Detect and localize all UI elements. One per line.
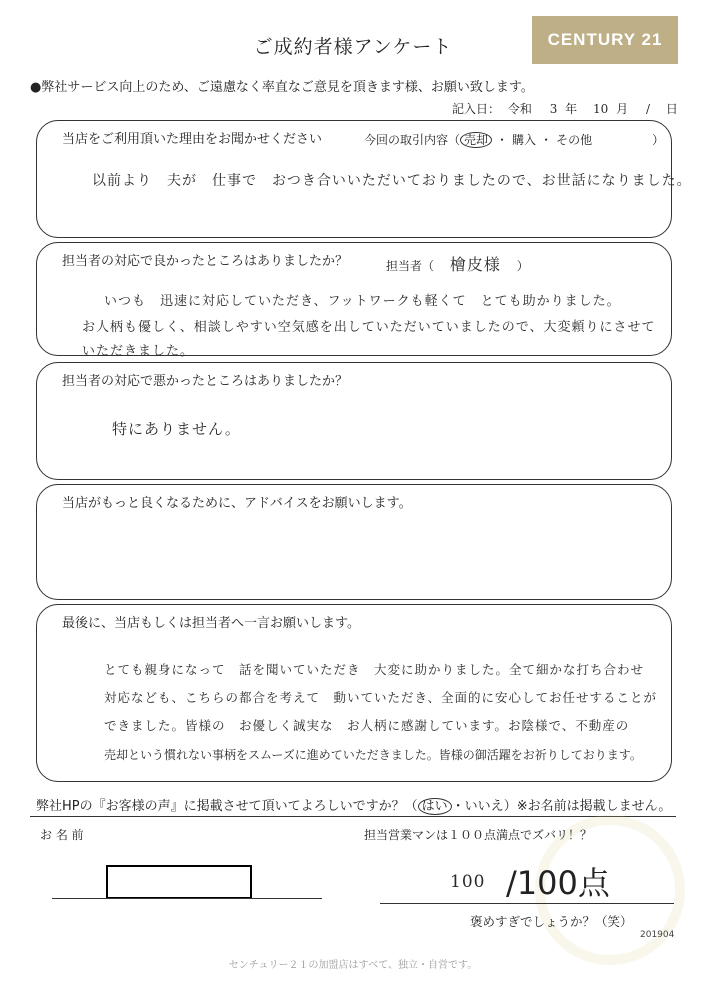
deal-selected-sale: 売却	[460, 132, 492, 148]
q2-answer-line: いつも 迅速に対応していただき、フットワークも軽くて とても助かりました。	[104, 294, 621, 309]
q5-answer-line: とても親身になって 話を聞いていただき 大変に助かりました。全て細かな打ち合わせ	[104, 662, 645, 677]
name-redacted	[106, 865, 252, 899]
publish-paren-open: （	[404, 799, 418, 814]
q1-answer: 以前より 夫が 仕事で おつき合いいただいておりましたので、お世話になりました。	[92, 173, 692, 189]
date-year-unit: 年	[565, 102, 578, 116]
q5-answer-line: 対応なども、こちらの都合を考えて 動いていただき、全面的に安心してお任せすることが	[104, 690, 658, 705]
score-question: 担当営業マンは１００点満点でズバリ！？	[364, 828, 593, 842]
deal-option-purchase: 購入	[512, 133, 537, 147]
score-comment: 褒めすぎでしょうか？（笑）	[470, 914, 633, 929]
q2-staff	[386, 252, 529, 275]
deal-close: ）	[652, 133, 665, 147]
publish-no: いいえ	[464, 799, 504, 814]
publish-note: ※お名前は掲載しません。	[516, 799, 672, 814]
name-underline	[52, 898, 322, 899]
date-label: 記入日：	[452, 102, 501, 116]
publish-sep: ・	[451, 799, 465, 814]
name-label: お 名 前	[40, 828, 84, 842]
page-title: ご成約者様アンケート	[253, 36, 453, 58]
q1-deal-type	[364, 131, 664, 148]
staff-label: 担当者（	[386, 259, 435, 273]
publish-question: 弊社HPの『お客様の声』に掲載させて頂いてよろしいですか？	[36, 799, 405, 814]
deal-label: 今回の取引内容（	[364, 133, 461, 147]
date-month: 10	[593, 102, 609, 116]
date-month-unit: 月	[616, 102, 629, 116]
q5-answer-line: できました。皆様の お優しく誠実な お人柄に感謝しています。お陰様で、不動産の	[104, 718, 630, 733]
score-printed: /100点	[506, 864, 610, 902]
score-written: 100	[450, 872, 486, 892]
q2-question: 担当者の対応で良かったところはありましたか？	[62, 254, 349, 269]
deal-sep1: ・	[496, 133, 509, 147]
q1-question: 当店をご利用頂いた理由をお聞かせください	[62, 132, 323, 147]
q3-answer: 特にありません。	[112, 420, 241, 438]
date-day-unit: 日	[665, 102, 678, 116]
publish-row	[36, 795, 671, 814]
q3-question: 担当者の対応で悪かったところはありましたか？	[62, 374, 349, 389]
q4-question: 当店がもっと良くなるために、アドバイスをお願いします。	[62, 496, 412, 511]
deal-option-other: その他	[556, 133, 593, 147]
date-row	[452, 100, 682, 117]
score-underline	[380, 903, 674, 904]
intro-text: ●弊社サービス向上のため、ご遠慮なく率直なご意見を頂きます様、お願い致します。	[30, 80, 534, 95]
staff-name: 檜皮様	[449, 255, 501, 274]
footer-note: センチュリー２１の加盟店はすべて、独立・自営です。	[228, 960, 478, 971]
publish-paren-close: ）	[503, 799, 517, 814]
staff-close: ）	[516, 259, 529, 273]
q5-answer-line: 売却という慣れない事柄をスムーズに進めていただきました。皆様の御活躍をお祈りしております。	[104, 748, 642, 762]
q2-answer-line: いただきました。	[82, 344, 195, 359]
date-slash: /	[645, 102, 650, 116]
q2-answer-line: お人柄も優しく、相談しやすい空気感を出していただいていましたので、大変頼りにさせて	[82, 320, 656, 335]
q5-question: 最後に、当店もしくは担当者へ一言お願いします。	[62, 616, 360, 631]
date-year: 3	[549, 102, 558, 116]
date-era: 令和	[507, 102, 532, 116]
form-code: 201904	[640, 930, 675, 940]
publish-yes: はい	[418, 798, 452, 815]
deal-sep2: ・	[540, 133, 553, 147]
century21-logo: CENTURY 21	[532, 16, 678, 64]
